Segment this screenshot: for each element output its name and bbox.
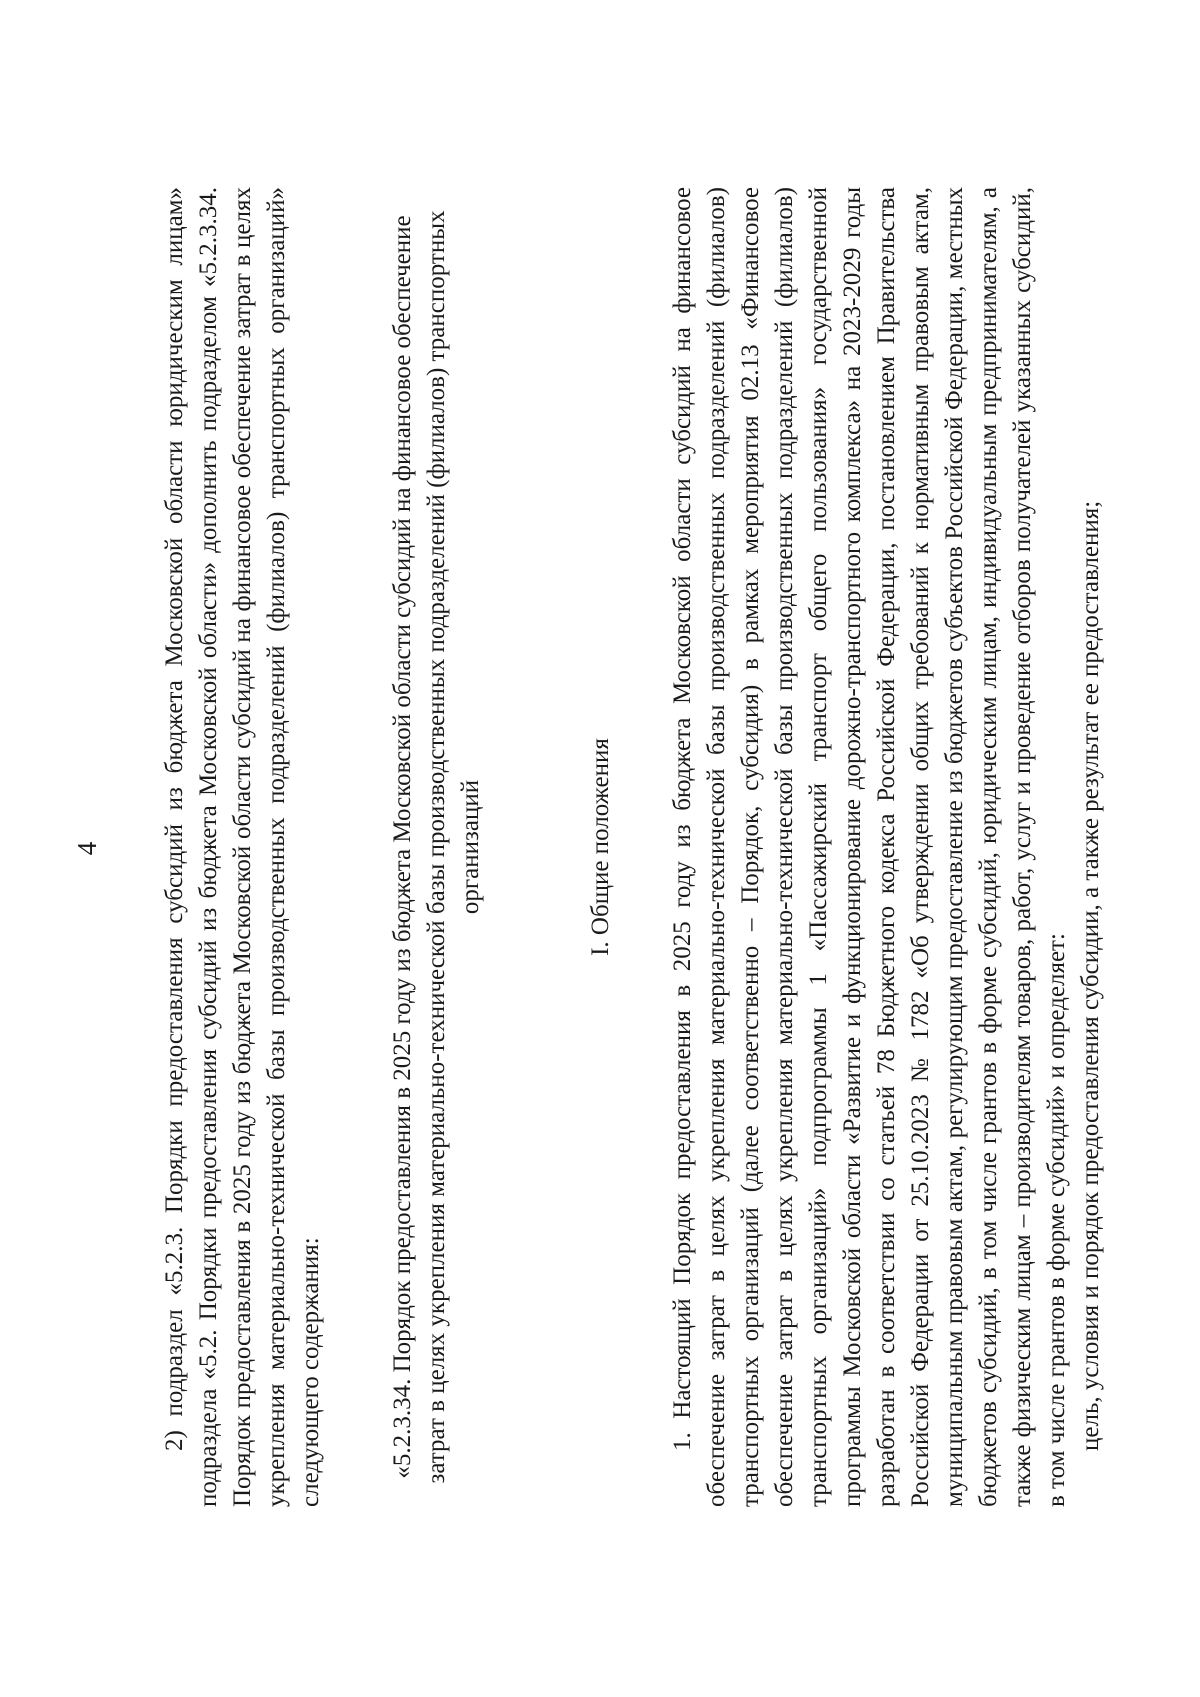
document-body — [158, 187, 1108, 1507]
paragraph-2: цель, условия и порядок предоставления субсидии, а также результат ее предоставления; — [1077, 500, 1104, 1451]
paragraph-1: 1. Настоящий Порядок предоставления в 2025 году из бюджета Московской области субсидий на финансовое обеспечение затрат в целях укрепления материально-технической базы производственных подразделений (филиалов) транспортных организаций (далее соответственно – Порядок, субсидия) в рамках мероприятия 02.13 «Финансовое обеспечение затрат в целях укрепления материально-технической базы производственных подразделений (филиалов) транспортных организаций» подпрограммы 1 «Пассажирский транспорт общего пользования» государственной программы Московской области «Развитие и функционирование дорожно-транспортного комплекса» на 2023-2029 годы разработан в соответствии со статьей 78 Бюджетного кодекса Российской Федерации, постановлением Правительства Российской Федерации от 25.10.2023 № 1782 «Об утверждении общих требований к нормативным правовым актам, муниципальным правовым актам, регулирующим предоставление из бюджетов субъектов Российской Федерации, местных бюджетов субсидий, в том числе грантов в форме субсидий, юридическим лицам, индивидуальным предпринимателям, а также физическим лицам – производителям товаров, работ, услуг и проведение отборов получателей указанных субсидий, в том числе грантов в форме субсидий» и определяет: — [669, 187, 1070, 1507]
document-title: «5.2.3.34. Порядок предоставления в 2025 году из бюджета Московской области субсидий на финансовое обеспечение затрат в целях укрепления материально-технической базы производственных подразделений (филиалов) транспортных организаций — [389, 210, 484, 1484]
page-number: 4 — [72, 841, 102, 856]
intro-paragraph: 2) подраздел «5.2.3. Порядки предоставления субсидий из бюджета Московской области юридическим лицам» подраздела «5.2. Порядки предоставления субсидий из бюджета Московской области» дополнить подразделом «5.2.3.34. Порядок предоставления в 2025 году из бюджета Московской области субсидий на финансовое обеспечение затрат в целях укрепления материально-технической базы производственных подразделений (филиалов) транспортных организаций» следующего содержания: — [161, 187, 324, 1507]
section-heading: I. Общие положения — [587, 738, 614, 956]
